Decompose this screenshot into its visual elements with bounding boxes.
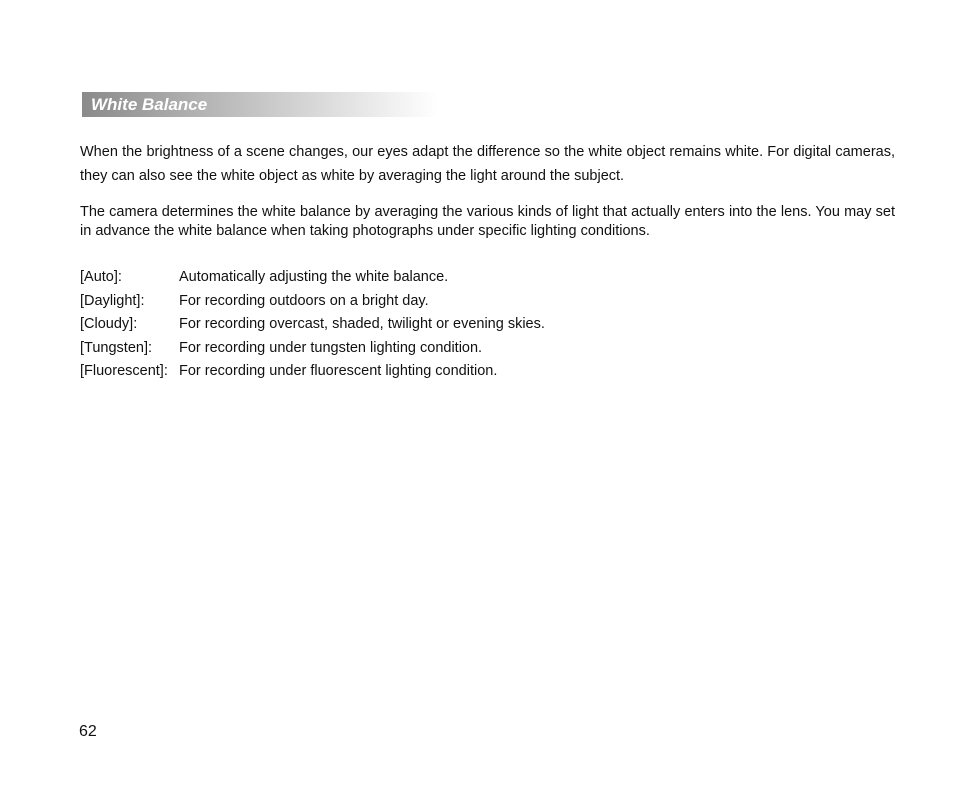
setting-row-auto [80,266,895,290]
section-title: White Balance [91,95,208,114]
setting-term: [Tungsten]: [80,339,153,356]
setting-description: For recording overcast, shaded, twilight or evening skies. [179,316,545,332]
setting-row-tungsten [80,337,895,361]
intro-paragraph: When the brightness of a scene changes, our eyes adapt the difference so the white object remains white. For digital cameras, they can also see the white object as white by averaging the light around the subject. [80,144,895,184]
setting-row-fluorescent [80,360,895,384]
setting-term: [Daylight]: [80,292,145,309]
section-header-bar [82,92,438,117]
setting-description: For recording under fluorescent lighting condition. [179,363,498,379]
setting-description: Automatically adjusting the white balance. [179,269,449,285]
page-number: 62 [79,723,97,740]
setting-description: For recording outdoors on a bright day. [179,292,429,309]
explanation-paragraph: The camera determines the white balance by averaging the various kinds of light that actually enters into the lens. You may set in advance the white balance when taking photographs under specific lighting conditions. [80,204,895,239]
white-balance-settings-list [80,266,895,384]
setting-term: [Cloudy]: [80,316,138,332]
setting-term: [Fluorescent]: [80,363,168,379]
setting-description: For recording under tungsten lighting condition. [179,339,483,356]
setting-row-daylight [80,290,895,314]
setting-term: [Auto]: [80,269,122,285]
setting-row-cloudy [80,313,895,337]
